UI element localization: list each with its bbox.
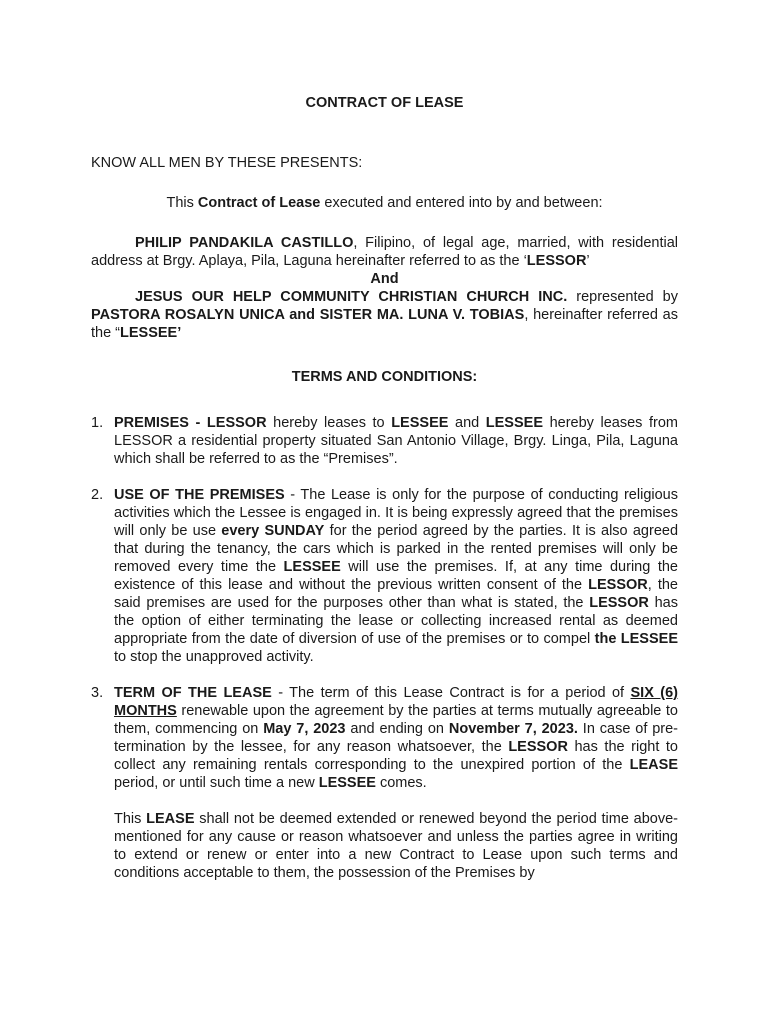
clause-bold: LESSEE [391, 415, 449, 431]
clause-fragment: has the right to collect any remaining rentals corresponding to the unexpired portion of the [114, 739, 678, 773]
clause-bold: May 7, 2023 [263, 721, 346, 737]
lessee-role: LESSEE’ [120, 325, 182, 341]
clause-bold: November 7, 2023. [448, 721, 578, 737]
clause-premises [91, 414, 678, 468]
clause-fragment: and ending on [345, 721, 449, 737]
lessee-party-paragraph [91, 288, 678, 342]
clause-text [114, 414, 678, 468]
lessor-description: , Filipino, of legal age, married, with residential address at Brgy. Aplaya, Pila, Laguna hereinafter referred to as the ‘ [91, 235, 678, 269]
clause-text [114, 684, 678, 792]
clause-fragment: - The term of this Lease Contract is for a period of [271, 685, 631, 701]
clause-bold: the LESSEE [594, 631, 678, 647]
clause-text [114, 486, 678, 666]
clause-fragment: comes. [375, 775, 427, 791]
lessor-role: LESSOR [526, 253, 587, 269]
clause-fragment: This [114, 811, 147, 827]
clause-fragment: to stop the unapproved activity. [114, 649, 314, 665]
lessor-role-close: ’ [586, 253, 590, 269]
clause-bold: LESSOR [589, 595, 649, 611]
clause-fragment: for the period agreed by the parties. It is also agreed that during the tenancy, the cars which is parked in the rented premises will only be removed every time the [114, 523, 679, 575]
lessee-name: JESUS OUR HELP COMMUNITY CHRISTIAN CHURCH INC. [135, 289, 568, 305]
intro-lead: This [166, 195, 198, 211]
clauses-list [91, 414, 678, 882]
clause-fragment: has the option of either terminating the lease or collecting increased rental as deemed appropriate from the date of diversion of use of the premises or to compel [114, 595, 678, 647]
clause-bold: LEASE [146, 811, 195, 827]
intro-tail: executed and entered into by and between: [320, 195, 603, 211]
document-title: CONTRACT OF LEASE [305, 95, 464, 111]
clause-bold: LEASE [629, 757, 678, 773]
clause-fragment: In case of pre-termination by the lessee, for any reason whatsoever, the [114, 721, 679, 755]
clause-bold: every SUNDAY [221, 523, 325, 539]
clause-heading: USE OF THE PREMISES [114, 487, 285, 503]
clause-fragment: and [448, 415, 486, 431]
and-separator: And [370, 271, 399, 287]
lessee-represented-by: represented by [567, 289, 678, 305]
clause-heading: TERM OF THE LEASE [114, 685, 272, 701]
know-all-men-line: KNOW ALL MEN BY THESE PRESENTS: [91, 155, 363, 171]
clause-fragment: , the said premises are used for the purposes other than what is stated, the [114, 577, 678, 611]
clause-number: 1. [91, 415, 104, 431]
intro-paragraph [91, 194, 678, 212]
clause-bold-underlined: SIX (6) MONTHS [114, 685, 679, 719]
lessee-tail: , hereinafter referred as the “ [91, 307, 678, 341]
clause-fragment: renewable upon the agreement by the parties at terms mutually agreeable to them, commencing on [114, 703, 678, 737]
lessor-party-paragraph [91, 234, 678, 270]
clause-fragment: period, or until such time a new [114, 775, 319, 791]
clause-fragment: hereby leases from LESSOR a residential property situated San Antonio Village, Brgy. Linga, Pila, Laguna which shall be referred to as the “Premises”. [114, 415, 678, 467]
clause-term-of-lease [91, 684, 678, 882]
clause-heading: PREMISES - LESSOR [114, 415, 267, 431]
clause-bold: LESSOR [508, 739, 568, 755]
lessor-name: PHILIP PANDAKILA CASTILLO [135, 235, 354, 251]
terms-heading: TERMS AND CONDITIONS: [291, 369, 478, 385]
document-body [91, 94, 678, 900]
clause-bold: LESSOR [588, 577, 648, 593]
clause-bold: LESSEE [485, 415, 543, 431]
clause-fragment: shall not be deemed extended or renewed beyond the period time above-mentioned for any cause or reason whatsoever and unless the parties agree in writing to extend or renew or enter into a new Contract to Lease upon such terms and conditions acceptable to them, the possession of the Premises by [114, 811, 679, 881]
clause-number: 3. [91, 685, 104, 701]
clause-bold: LESSEE [318, 775, 376, 791]
clause-sub-paragraph [114, 810, 678, 882]
clause-fragment: will use the premises. If, at any time during the existence of this lease and without the previous written consent of the [114, 559, 678, 593]
lessee-representatives: PASTORA ROSALYN UNICA and SISTER MA. LUNA V. TOBIAS [91, 307, 525, 323]
clause-use-of-premises [91, 486, 678, 666]
intro-contract-term: Contract of Lease [197, 195, 321, 211]
clause-fragment: - The Lease is only for the purpose of conducting religious activities which the Lessee is engaged in. It is being expressly agreed that the premises will only be use [114, 487, 678, 539]
clause-bold: LESSEE [283, 559, 341, 575]
clause-number: 2. [91, 487, 104, 503]
clause-fragment: hereby leases to [266, 415, 392, 431]
